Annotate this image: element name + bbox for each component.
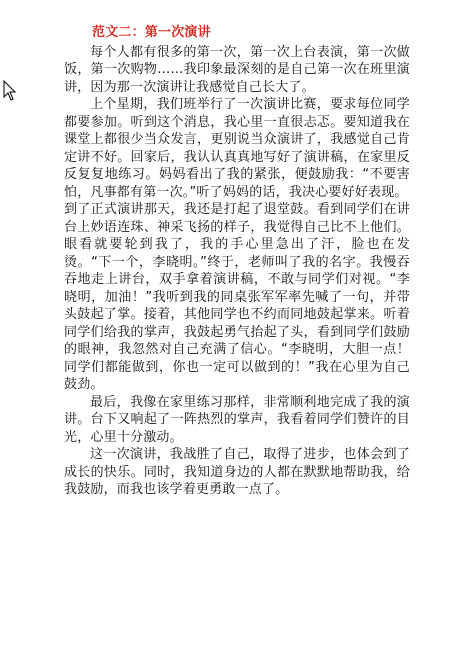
- paragraph-3: 到了正式演讲那天，我还是打起了退堂鼓。看到同学们在讲台上妙语连珠、神采飞扬的样子，我觉得自己比不上他们。眼看就要轮到我了，我的手心里急出了汗，脸也在发烫。“下一个，李晓明。”终于，老师叫了我的名字。我慢吞吞地走上讲台，双手拿着演讲稿，不敢与同学们对视。“李晓明，加油！”我听到我的同桌张军军率先喊了一句，并带头鼓起了掌。接着，其他同学也不约而同地鼓起掌来。听着同学们给我的掌声，我鼓起勇气抬起了头，看到同学们鼓励的眼神，我忽然对自己充满了信心。“李晓明，大胆一点！同学们都能做到，你也一定可以做到的！”我在心里为自己鼓劲。: [64, 202, 410, 392]
- paragraph-1: 每个人都有很多的第一次，第一次上台表演，第一次做饭，第一次购物……我印象最深刻的是自己第一次在班里演讲，因为那一次演讲让我感觉自己长大了。: [64, 44, 410, 95]
- document-title: 范文二：第一次演讲: [92, 25, 211, 40]
- paragraph-4: 最后，我像在家里练习那样，非常顺利地完成了我的演讲。台下又响起了一阵热烈的掌声，我看着同学们赞许的目光，心里十分激动。: [64, 394, 410, 445]
- document-body: [64, 24, 410, 499]
- paragraph-5: 这一次演讲，我战胜了自己，取得了进步，也体会到了成长的快乐。同时，我知道身边的人都在默默地帮助我，给我鼓励，而我也该学着更勇敢一点了。: [64, 447, 410, 497]
- paragraph-2: 上个星期，我们班举行了一次演讲比赛，要求每位同学都要参加。听到这个消息，我心里一直很忐忑。要知道我在课堂上都很少当众发言，更别说当众演讲了，我感觉自己肯定讲不好。回家后，我认认真真地写好了演讲稿，在家里反反复复地练习。妈妈看出了我的紧张，便鼓励我：“不要害怕，凡事都有第一次。”听了妈妈的话，我决心要好好表现。: [64, 97, 410, 200]
- mouse-pointer-icon: [3, 80, 17, 102]
